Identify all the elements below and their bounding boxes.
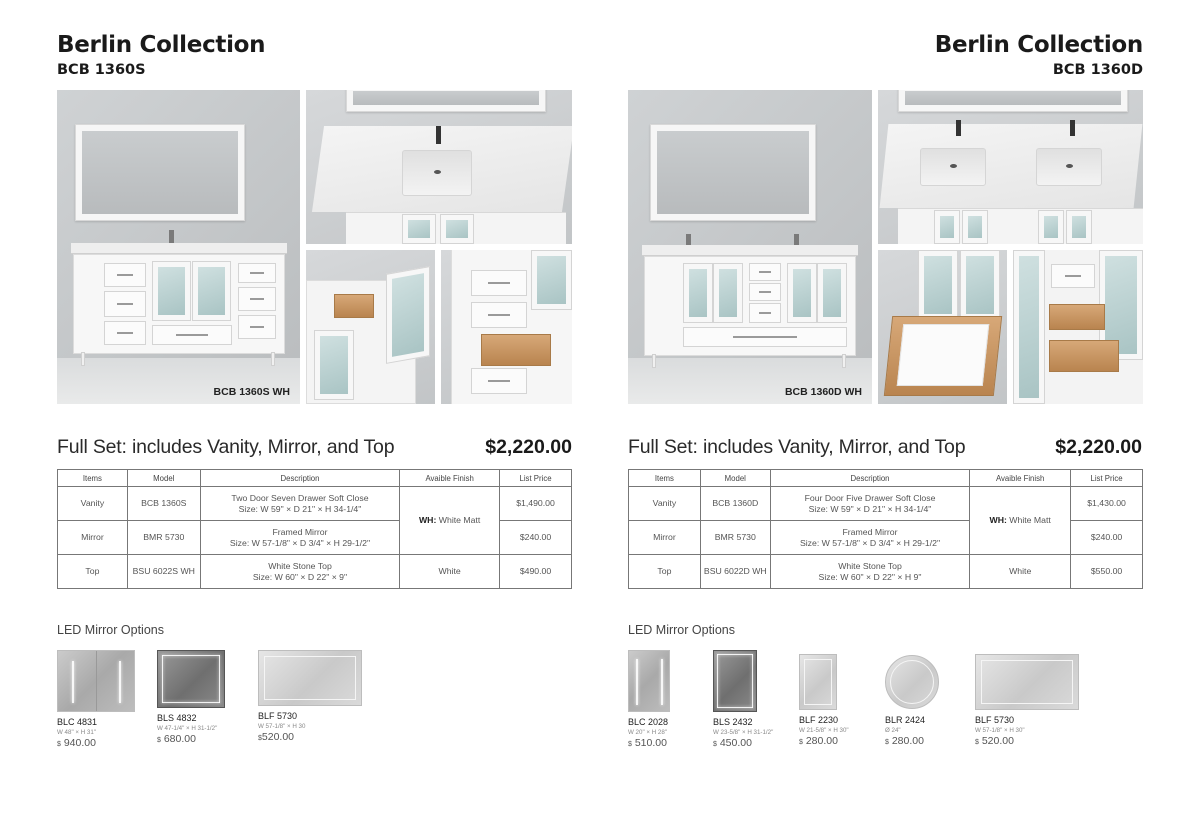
size-line: Size: W 60" × D 22" × 9" — [252, 571, 348, 582]
model-number: BCB 1360D — [1052, 62, 1143, 78]
finish-code: WH: — [418, 515, 437, 525]
size-line: Size: W 57-1/8" × D 3/4" × H 29-1/2" — [799, 537, 941, 548]
header-list-price: List Price — [500, 470, 572, 487]
led-option-blc2028 — [628, 650, 670, 749]
table-header-row — [58, 470, 572, 487]
description-cell — [770, 487, 970, 521]
price-cell: $1,430.00 — [1071, 487, 1143, 521]
description-line: Four Door Five Drawer Soft Close — [804, 492, 936, 503]
header-model: Model — [700, 470, 770, 487]
header-list-price: List Price — [1071, 470, 1143, 487]
spec-table — [57, 469, 572, 589]
main-product-photo — [57, 90, 300, 404]
led-model: BLF 5730 — [258, 711, 298, 721]
description-cell — [200, 487, 400, 521]
header-model: Model — [127, 470, 200, 487]
table-header-row — [629, 470, 1143, 487]
description-cell — [770, 555, 970, 589]
right-page — [600, 0, 1200, 814]
led-option-blf5730 — [258, 650, 362, 743]
led-price: $ 940.00 — [57, 737, 96, 749]
header-items: Items — [58, 470, 128, 487]
led-model: BLF 5730 — [975, 715, 1015, 725]
item-cell: Top — [629, 555, 701, 589]
led-dimensions: W 21-5/8" × H 30" — [799, 727, 849, 734]
collection-title: Berlin Collection — [934, 32, 1143, 58]
header-finish: Avaible Finish — [400, 470, 500, 487]
sink-detail-photo — [306, 90, 572, 244]
led-option-blf5730 — [975, 650, 1079, 747]
led-model: BLS 2432 — [713, 717, 753, 727]
size-line: Size: W 59" × D 21" × H 34-1/4" — [238, 503, 362, 514]
description-cell — [200, 521, 400, 555]
led-price: $ 510.00 — [628, 737, 667, 749]
led-mirror-image — [975, 654, 1079, 710]
photo-caption: BCB 1360S WH — [213, 386, 290, 398]
double-sink-detail-photo — [878, 90, 1143, 244]
led-model: BLF 2230 — [799, 715, 839, 725]
model-cell: BCB 1360S — [127, 487, 200, 521]
led-option-bls4832 — [157, 650, 225, 745]
led-price: $ 520.00 — [975, 735, 1014, 747]
table-row — [629, 555, 1143, 589]
size-line: Size: W 57-1/8" × D 3/4" × H 29-1/2" — [229, 537, 371, 548]
led-price: $ 280.00 — [885, 735, 924, 747]
led-dimensions: W 20" × H 28" — [628, 729, 667, 736]
item-cell: Vanity — [629, 487, 701, 521]
led-mirror-image — [885, 655, 939, 709]
header-description: Description — [770, 470, 970, 487]
description-cell — [770, 521, 970, 555]
drawers-detail-photo — [1013, 250, 1143, 404]
led-option-bls2432 — [713, 650, 773, 749]
item-cell: Mirror — [58, 521, 128, 555]
size-line: Size: W 60" × D 22" × H 9" — [818, 571, 922, 582]
fullset-price: $2,220.00 — [485, 436, 572, 458]
led-options-heading: LED Mirror Options — [57, 623, 164, 637]
led-mirror-image — [799, 654, 837, 710]
description-cell — [200, 555, 400, 589]
led-dimensions: W 48" × H 31" — [57, 729, 96, 736]
item-cell: Top — [58, 555, 128, 589]
model-cell: BMR 5730 — [700, 521, 770, 555]
item-cell: Mirror — [629, 521, 701, 555]
led-option-blf2230 — [799, 650, 849, 747]
led-option-blr2424 — [885, 650, 939, 747]
drawers-detail-photo — [441, 250, 572, 404]
top-finish-cell: White — [970, 555, 1071, 589]
top-finish-cell: White — [400, 555, 500, 589]
collection-title: Berlin Collection — [57, 32, 266, 58]
item-cell: Vanity — [58, 487, 128, 521]
towel-drawer-detail-photo — [878, 250, 1007, 404]
fullset-label: Full Set: includes Vanity, Mirror, and Top — [628, 436, 966, 458]
fullset-price: $2,220.00 — [1055, 436, 1142, 458]
led-mirror-image — [57, 650, 135, 712]
finish-name: White Matt — [438, 515, 481, 525]
description-line: White Stone Top — [838, 560, 902, 571]
model-number: BCB 1360S — [57, 62, 146, 78]
description-line: Framed Mirror — [842, 526, 898, 537]
led-price: $ 280.00 — [799, 735, 838, 747]
model-cell: BSU 6022D WH — [700, 555, 770, 589]
led-mirror-image — [628, 650, 670, 712]
finish-cell — [970, 487, 1071, 555]
led-mirror-image — [258, 650, 362, 706]
led-model: BLC 4831 — [57, 717, 98, 727]
finish-name: White Matt — [1009, 515, 1051, 525]
led-dimensions: W 47-1/4" × H 31-1/2" — [157, 725, 218, 732]
header-description: Description — [200, 470, 400, 487]
header-items: Items — [629, 470, 701, 487]
led-dimensions: Ø 24" — [885, 727, 901, 734]
price-cell: $240.00 — [500, 521, 572, 555]
table-row — [58, 487, 572, 521]
price-cell: $490.00 — [500, 555, 572, 589]
led-mirror-image — [713, 650, 757, 712]
led-dimensions: W 23-5/8" × H 31-1/2" — [713, 729, 774, 736]
led-model: BLC 2028 — [628, 717, 669, 727]
price-cell: $240.00 — [1071, 521, 1143, 555]
model-cell: BCB 1360D — [700, 487, 770, 521]
model-cell: BSU 6022S WH — [127, 555, 200, 589]
finish-code: WH: — [989, 515, 1007, 525]
led-mirror-image — [157, 650, 225, 708]
main-product-photo — [628, 90, 872, 404]
description-line: Framed Mirror — [272, 526, 328, 537]
led-model: BLS 4832 — [157, 713, 197, 723]
description-line: White Stone Top — [268, 560, 332, 571]
model-cell: BMR 5730 — [127, 521, 200, 555]
size-line: Size: W 59" × D 21" × H 34-1/4" — [808, 503, 932, 514]
led-price: $520.00 — [258, 731, 295, 743]
led-dimensions: W 57-1/8" × H 30 — [258, 723, 306, 730]
table-row — [58, 555, 572, 589]
led-options-heading: LED Mirror Options — [628, 623, 735, 637]
led-model: BLR 2424 — [885, 715, 926, 725]
finish-cell — [400, 487, 500, 555]
fullset-label: Full Set: includes Vanity, Mirror, and Top — [57, 436, 395, 458]
led-dimensions: W 57-1/8" × H 30" — [975, 727, 1025, 734]
price-cell: $550.00 — [1071, 555, 1143, 589]
led-price: $ 680.00 — [157, 733, 196, 745]
price-cell: $1,490.00 — [500, 487, 572, 521]
header-finish: Avaible Finish — [970, 470, 1071, 487]
photo-caption: BCB 1360D WH — [784, 386, 862, 398]
spec-table — [628, 469, 1143, 589]
led-price: $ 450.00 — [713, 737, 752, 749]
description-line: Two Door Seven Drawer Soft Close — [231, 492, 369, 503]
led-option-blc4831 — [57, 650, 135, 749]
table-row — [629, 487, 1143, 521]
open-door-detail-photo — [306, 250, 435, 404]
